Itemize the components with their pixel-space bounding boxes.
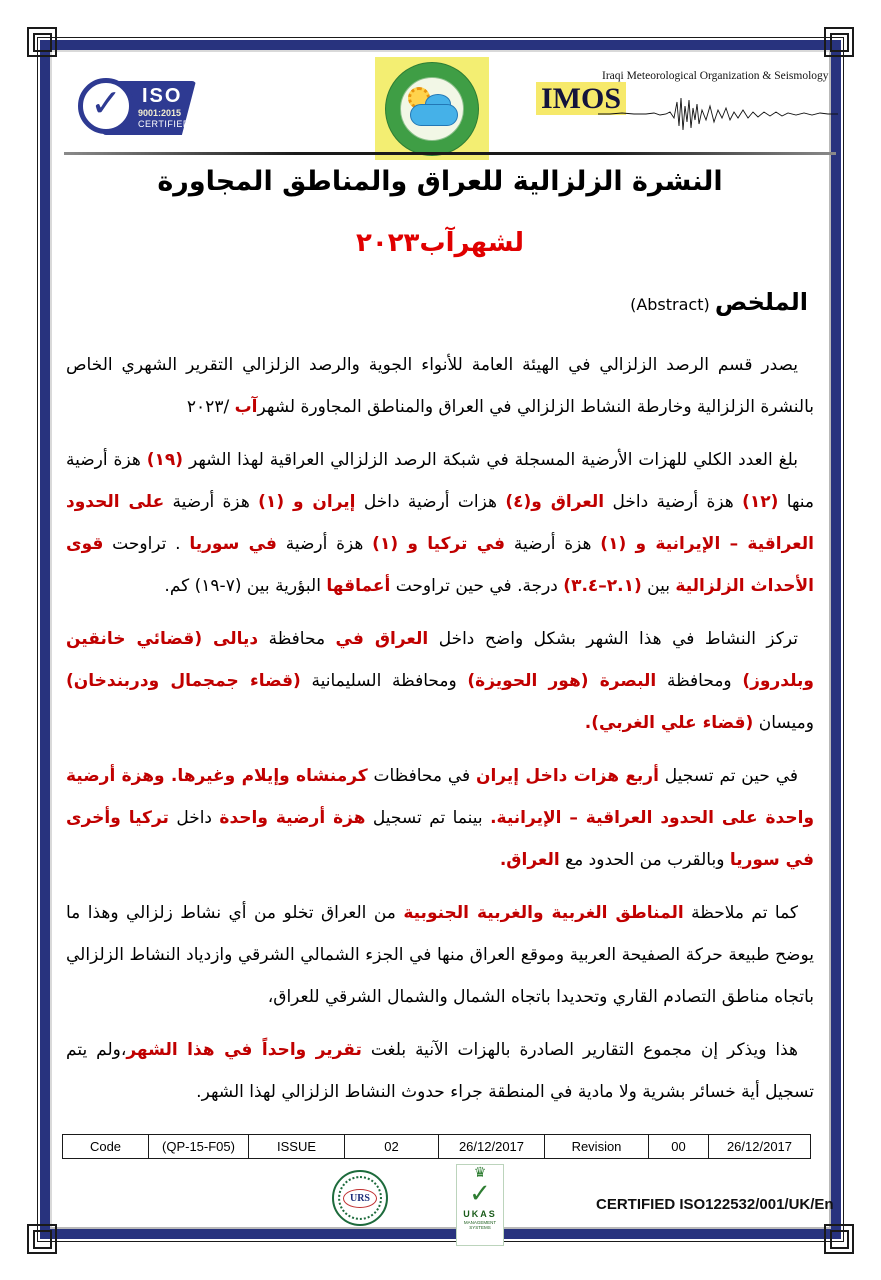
highlighted-text: (قضاء جمجمال ودربندخان) [66,671,301,691]
highlighted-text: (قضاء علي الغربي). [584,713,754,733]
body-text-segment: في محافظات [367,766,476,786]
highlighted-text: على الحدود العراقية – الإيرانية و (١) [66,492,814,554]
highlighted-text: إيران و (١) [258,492,356,512]
body-text-segment: هزات أرضية داخل [355,492,506,512]
ukas-certification-logo [456,1164,504,1246]
corner-ornament [830,1230,849,1249]
table-row [63,1135,811,1159]
body-text-segment: في حين تم تسجيل [658,766,798,786]
body-text-segment: يصدر قسم الرصد الزلزالي في الهيئة العامة للأنواء الجوية والرصد الزلزالي التقرير الشهري الخاص بالنشرة الزلزالية وخارطة النشاط الزلزالي في العراق والمناطق المجاورة لشهر [66,355,814,417]
emblem-ring [386,63,478,155]
cell-issue-date: 26/12/2017 [439,1135,545,1159]
corner-ornament [33,33,52,52]
iso-badge-standard: 9001:2015 [138,108,182,118]
body-text-segment: بلغ العدد الكلي للهزات الأرضية المسجلة في شبكة الرصد الزلزالي العراقية لهذا الشهر [183,450,798,470]
body-text-segment: هذا ويذكر إن مجموع التقارير الصادرة بالهزات الآنية بلغت [361,1040,798,1060]
iso-badge-certified: CERTIFIED [138,119,190,129]
body-text-segment: بين [641,576,676,596]
certified-iso-text: CERTIFIED ISO122532/001/UK/En [596,1196,834,1213]
highlighted-text: هزة أرضية واحدة [219,808,366,828]
cell-code-value: (QP-15-F05) [149,1135,249,1159]
abstract-heading-english: (Abstract) [630,295,710,314]
cell-revision-label: Revision [545,1135,649,1159]
body-text-segment: هزة أرضية [276,534,373,554]
imos-emblem [375,57,489,160]
highlighted-text: العراق في [335,629,429,649]
paragraph-issuance [66,344,814,428]
highlighted-text: (١٢) [742,492,779,512]
abstract-heading-arabic: الملخص [714,288,808,316]
corner-ornament [830,33,849,52]
paragraph-west-regions [66,892,814,1018]
document-control-table [62,1134,811,1159]
body-text-segment: ومحافظة [656,671,743,691]
cell-issue-value: 02 [345,1135,439,1159]
body-text-segment: درجة. في حين تراوحت [390,576,564,596]
body-text-segment: هزة أرضية [505,534,601,554]
body-text-segment: وبالقرب من الحدود مع [559,850,730,870]
body-text-segment: وميسان [753,713,814,733]
body-text-segment: هزة أرضية داخل [604,492,743,512]
urs-logo-text: URS [343,1189,377,1208]
paragraph-reports [66,1029,814,1113]
highlighted-text: (١٩) [146,450,184,470]
crown-icon: ♛ [473,1165,487,1181]
body-text-segment: البؤرية بين (٧-١٩) كم. [164,576,327,596]
header-divider [64,152,836,155]
body-text-segment: هزة أرضية منها [66,450,815,512]
urs-certification-logo [332,1170,388,1226]
iso-9001-badge [78,78,196,138]
abstract-body [66,344,814,1124]
cell-issue-label: ISSUE [249,1135,345,1159]
corner-ornament [33,1230,52,1249]
body-text-segment: هزة أرضية [164,492,259,512]
highlighted-text: تقرير واحداً في هذا الشهر [126,1040,362,1060]
highlighted-text: البصرة (هور الحويزة) [467,671,657,691]
emblem-center [400,77,464,141]
cell-code-label: Code [63,1135,149,1159]
highlighted-text: تركيا وأخرى في سوريا [66,808,814,870]
highlighted-text: كرمنشاه وإيلام وغيرها. وهزة أرضية واحدة على الحدود العراقية – الإيرانية. [66,766,815,828]
page-title: النشرة الزلزالية للعراق والمناطق المجاورة [157,166,723,197]
paragraph-totals [66,439,814,607]
highlighted-text: (٢.١–٣.٤) [563,576,642,596]
imos-logo: IMOS [536,82,626,115]
highlighted-text: آب [234,397,258,417]
highlighted-text: قوى الأحداث الزلزالية [66,534,814,596]
body-text-segment: من العراق تخلو من أي نشاط زلزالي وهذا ما يوضح طبيعة حركة الصفيحة العربية وموقع العراق منها في الجزء الشمالي الشرقي وازدياد النشاط الزلزالي باتجاه مناطق التصادم القاري وتحديدا باتجاه الشمال والشمال الشرقي للعراق، [66,903,814,1007]
seismogram-icon [598,92,838,146]
highlighted-text: العراق و(٤) [505,492,605,512]
ukas-logo-subtext: MANAGEMENT SYSTEMS [463,1220,497,1230]
checkmark-icon: ✓ [469,1179,491,1209]
highlighted-text: في تركيا و (١) [372,534,506,554]
body-text-segment: بينما تم تسجيل [365,808,491,828]
cell-revision-date: 26/12/2017 [709,1135,811,1159]
body-text-segment: تركز النشاط في هذا الشهر بشكل واضح داخل [428,629,798,649]
highlighted-text: المناطق الغربية والغربية الجنوبية [403,903,684,923]
body-text-segment: ومحافظة السليمانية [300,671,468,691]
body-text-segment: كما تم ملاحظة [683,903,798,923]
checkmark-icon: ✓ [78,78,134,134]
page-subtitle: لشهرآب٢٠٢٣ [355,228,525,258]
body-text-segment: ،ولم يتم تسجيل أية خسائر بشرية ولا مادية في المنطقة جراء حدوث النشاط الزلزالي لهذا الشهر. [66,1040,814,1102]
imos-org-name: Iraqi Meteorological Organization & Seismology [602,70,829,82]
ukas-logo-text: UKAS [463,1209,497,1219]
highlighted-text: العراق. [499,850,560,870]
paragraph-iran-turkey [66,755,814,881]
body-text-segment: داخل [168,808,220,828]
paragraph-iraq-activity [66,618,814,744]
iso-badge-word: ISO [142,85,183,107]
cell-revision-value: 00 [649,1135,709,1159]
highlighted-text: أربع هزات داخل إيران [475,766,659,786]
body-text-segment: /٢٠٢٣ [186,397,235,417]
cloud-icon [410,104,458,126]
body-text-segment: محافظة [258,629,336,649]
highlighted-text: أعماقها [326,576,391,596]
highlighted-text: ديالى (قضائي خانقين وبلدروز) [66,629,814,691]
body-text-segment: . تراوحت [103,534,190,554]
abstract-heading [60,288,818,316]
highlighted-text: في سوريا [189,534,277,554]
